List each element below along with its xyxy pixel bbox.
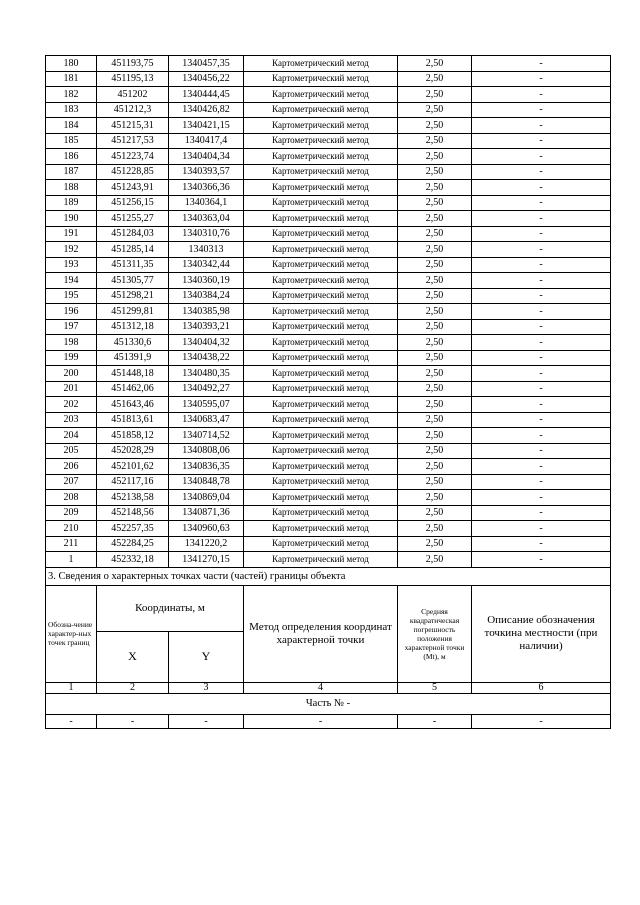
mt-value-cell: 2,50 (398, 505, 472, 521)
mt-value-cell: 2,50 (398, 226, 472, 242)
coord-y-cell: 1340714,52 (169, 428, 244, 444)
method-cell: Картометрический метод (244, 133, 398, 149)
table-row (46, 505, 611, 521)
table-row (46, 102, 611, 118)
coord-x-cell: 451255,27 (97, 211, 169, 227)
mt-value-cell: 2,50 (398, 87, 472, 103)
part-label: Часть № - (46, 693, 611, 714)
table-row (46, 118, 611, 134)
description-cell: - (472, 459, 611, 475)
description-cell: - (472, 118, 611, 134)
coord-x-cell: 451448,18 (97, 366, 169, 382)
coord-y-cell: 1341270,15 (169, 552, 244, 568)
coord-y-cell: 1340384,24 (169, 288, 244, 304)
method-cell: Картометрический метод (244, 118, 398, 134)
mt-value-cell: 2,50 (398, 102, 472, 118)
table-row (46, 226, 611, 242)
point-number-cell: 209 (46, 505, 97, 521)
mt-value-cell: 2,50 (398, 180, 472, 196)
method-cell: Картометрический метод (244, 397, 398, 413)
mt-value-cell: 2,50 (398, 536, 472, 552)
description-cell: - (472, 443, 611, 459)
method-cell: Картометрический метод (244, 459, 398, 475)
point-number-cell: 198 (46, 335, 97, 351)
description-cell: - (472, 257, 611, 273)
coordinates-table-body (46, 56, 611, 568)
table-row (46, 257, 611, 273)
table-row (46, 149, 611, 165)
point-number-cell: 201 (46, 381, 97, 397)
point-number-cell: 208 (46, 490, 97, 506)
point-number-cell: 191 (46, 226, 97, 242)
method-cell: Картометрический метод (244, 552, 398, 568)
description-cell: - (472, 412, 611, 428)
mt-value-cell: 2,50 (398, 133, 472, 149)
point-number-cell: 190 (46, 211, 97, 227)
column-number: 3 (169, 682, 244, 693)
description-cell: - (472, 397, 611, 413)
table-row (46, 319, 611, 335)
point-number-cell: 206 (46, 459, 97, 475)
coord-y-cell: 1340457,35 (169, 56, 244, 72)
mt-value-cell: 2,50 (398, 71, 472, 87)
point-number-cell: 203 (46, 412, 97, 428)
description-cell: - (472, 133, 611, 149)
coord-x-cell: 451330,6 (97, 335, 169, 351)
table-row (46, 459, 611, 475)
table-row (46, 273, 611, 289)
column-number: 4 (244, 682, 398, 693)
table-row (46, 242, 611, 258)
empty-cell: - (398, 714, 472, 728)
coord-y-cell: 1340366,36 (169, 180, 244, 196)
table-row (46, 71, 611, 87)
mt-value-cell: 2,50 (398, 412, 472, 428)
coord-x-cell: 452332,18 (97, 552, 169, 568)
column-number: 6 (472, 682, 611, 693)
table-row (46, 474, 611, 490)
description-cell: - (472, 366, 611, 382)
table-row (46, 87, 611, 103)
coord-x-cell: 451193,75 (97, 56, 169, 72)
table-row (46, 133, 611, 149)
method-cell: Картометрический метод (244, 149, 398, 165)
coord-y-cell: 1340393,21 (169, 319, 244, 335)
method-cell: Картометрический метод (244, 428, 398, 444)
description-cell: - (472, 164, 611, 180)
mt-value-cell: 2,50 (398, 521, 472, 537)
coord-x-cell: 451312,18 (97, 319, 169, 335)
table-row (46, 381, 611, 397)
table-row (46, 211, 611, 227)
table-row (46, 412, 611, 428)
mt-value-cell: 2,50 (398, 490, 472, 506)
description-cell: - (472, 350, 611, 366)
mt-value-cell: 2,50 (398, 335, 472, 351)
coord-x-cell: 452028,29 (97, 443, 169, 459)
point-number-cell: 199 (46, 350, 97, 366)
coord-x-cell: 451215,31 (97, 118, 169, 134)
mt-value-cell: 2,50 (398, 288, 472, 304)
coord-y-cell: 1340393,57 (169, 164, 244, 180)
point-number-cell: 194 (46, 273, 97, 289)
point-number-cell: 211 (46, 536, 97, 552)
coord-y-cell: 1340438,22 (169, 350, 244, 366)
point-number-cell: 207 (46, 474, 97, 490)
coord-x-cell: 451462,06 (97, 381, 169, 397)
coord-y-cell: 1340595,07 (169, 397, 244, 413)
method-cell: Картометрический метод (244, 288, 398, 304)
coord-x-cell: 452148,56 (97, 505, 169, 521)
table-row (46, 443, 611, 459)
method-cell: Картометрический метод (244, 536, 398, 552)
method-cell: Картометрический метод (244, 366, 398, 382)
description-cell: - (472, 521, 611, 537)
coord-y-cell: 1340444,45 (169, 87, 244, 103)
description-cell: - (472, 505, 611, 521)
point-number-cell: 202 (46, 397, 97, 413)
coord-y-cell: 1340960,63 (169, 521, 244, 537)
mt-value-cell: 2,50 (398, 366, 472, 382)
point-number-cell: 185 (46, 133, 97, 149)
point-number-cell: 192 (46, 242, 97, 258)
header-method: Метод определения координат характерной точки (244, 585, 398, 682)
coord-x-cell: 451643,46 (97, 397, 169, 413)
coord-x-cell: 451195,13 (97, 71, 169, 87)
method-cell: Картометрический метод (244, 335, 398, 351)
description-cell: - (472, 428, 611, 444)
table-row (46, 521, 611, 537)
mt-value-cell: 2,50 (398, 149, 472, 165)
point-number-cell: 196 (46, 304, 97, 320)
table-row (46, 180, 611, 196)
coord-x-cell: 451202 (97, 87, 169, 103)
coord-x-cell: 451212,3 (97, 102, 169, 118)
description-cell: - (472, 288, 611, 304)
method-cell: Картометрический метод (244, 443, 398, 459)
table-row (46, 350, 611, 366)
description-cell: - (472, 381, 611, 397)
method-cell: Картометрический метод (244, 257, 398, 273)
coord-y-cell: 1340683,47 (169, 412, 244, 428)
table-row (46, 428, 611, 444)
coord-x-cell: 451298,21 (97, 288, 169, 304)
coord-y-cell: 1340404,34 (169, 149, 244, 165)
point-number-cell: 195 (46, 288, 97, 304)
coord-y-cell: 1340492,27 (169, 381, 244, 397)
section3-title: 3. Сведения о характерных точках части (частей) границы объекта (46, 567, 611, 585)
mt-value-cell: 2,50 (398, 428, 472, 444)
coord-y-cell: 1340310,76 (169, 226, 244, 242)
coord-y-cell: 1340342,44 (169, 257, 244, 273)
coord-x-cell: 452284,25 (97, 536, 169, 552)
column-number: 1 (46, 682, 97, 693)
mt-value-cell: 2,50 (398, 552, 472, 568)
method-cell: Картометрический метод (244, 319, 398, 335)
method-cell: Картометрический метод (244, 381, 398, 397)
description-cell: - (472, 304, 611, 320)
coord-y-cell: 1341220,2 (169, 536, 244, 552)
point-number-cell: 210 (46, 521, 97, 537)
point-number-cell: 188 (46, 180, 97, 196)
point-number-cell: 187 (46, 164, 97, 180)
method-cell: Картометрический метод (244, 304, 398, 320)
coord-y-cell: 1340869,04 (169, 490, 244, 506)
mt-value-cell: 2,50 (398, 443, 472, 459)
method-cell: Картометрический метод (244, 195, 398, 211)
mt-value-cell: 2,50 (398, 273, 472, 289)
coord-x-cell: 452101,62 (97, 459, 169, 475)
coord-y-cell: 1340385,98 (169, 304, 244, 320)
mt-value-cell: 2,50 (398, 304, 472, 320)
coord-y-cell: 1340836,35 (169, 459, 244, 475)
coord-y-cell: 1340456,22 (169, 71, 244, 87)
description-cell: - (472, 474, 611, 490)
coord-y-cell: 1340364,1 (169, 195, 244, 211)
table-row (46, 366, 611, 382)
description-cell: - (472, 319, 611, 335)
mt-value-cell: 2,50 (398, 350, 472, 366)
point-number-cell: 204 (46, 428, 97, 444)
coord-x-cell: 452138,58 (97, 490, 169, 506)
point-number-cell: 197 (46, 319, 97, 335)
description-cell: - (472, 56, 611, 72)
table-row (46, 552, 611, 568)
table-row (46, 397, 611, 413)
coord-y-cell: 1340363,04 (169, 211, 244, 227)
description-cell: - (472, 211, 611, 227)
method-cell: Картометрический метод (244, 505, 398, 521)
coord-x-cell: 451311,35 (97, 257, 169, 273)
table-row (46, 335, 611, 351)
mt-value-cell: 2,50 (398, 118, 472, 134)
empty-cell: - (97, 714, 169, 728)
point-number-cell: 183 (46, 102, 97, 118)
method-cell: Картометрический метод (244, 350, 398, 366)
coord-x-cell: 451305,77 (97, 273, 169, 289)
coord-x-cell: 451391,9 (97, 350, 169, 366)
point-number-cell: 186 (46, 149, 97, 165)
method-cell: Картометрический метод (244, 490, 398, 506)
coord-y-cell: 1340808,06 (169, 443, 244, 459)
point-number-cell: 189 (46, 195, 97, 211)
section3-block (46, 567, 611, 728)
coord-y-cell: 1340421,15 (169, 118, 244, 134)
method-cell: Картометрический метод (244, 273, 398, 289)
method-cell: Картометрический метод (244, 474, 398, 490)
header-mt: Средняя квадратическая погрешность положения характерной точки (Mt), м (398, 585, 472, 682)
mt-value-cell: 2,50 (398, 56, 472, 72)
coord-x-cell: 451813,61 (97, 412, 169, 428)
description-cell: - (472, 71, 611, 87)
coord-y-cell: 1340404,32 (169, 335, 244, 351)
description-cell: - (472, 552, 611, 568)
description-cell: - (472, 149, 611, 165)
mt-value-cell: 2,50 (398, 459, 472, 475)
column-number: 5 (398, 682, 472, 693)
point-number-cell: 1 (46, 552, 97, 568)
coord-x-cell: 451256,15 (97, 195, 169, 211)
method-cell: Картометрический метод (244, 164, 398, 180)
table-row (46, 490, 611, 506)
method-cell: Картометрический метод (244, 226, 398, 242)
description-cell: - (472, 335, 611, 351)
method-cell: Картометрический метод (244, 102, 398, 118)
description-cell: - (472, 242, 611, 258)
method-cell: Картометрический метод (244, 242, 398, 258)
table-row (46, 288, 611, 304)
header-y: Y (169, 631, 244, 682)
coord-x-cell: 451228,85 (97, 164, 169, 180)
mt-value-cell: 2,50 (398, 397, 472, 413)
column-number: 2 (97, 682, 169, 693)
coord-x-cell: 451858,12 (97, 428, 169, 444)
table-row (46, 56, 611, 72)
description-cell: - (472, 87, 611, 103)
method-cell: Картометрический метод (244, 71, 398, 87)
method-cell: Картометрический метод (244, 412, 398, 428)
coord-y-cell: 1340417,4 (169, 133, 244, 149)
description-cell: - (472, 226, 611, 242)
method-cell: Картометрический метод (244, 180, 398, 196)
description-cell: - (472, 490, 611, 506)
empty-cell: - (472, 714, 611, 728)
header-description: Описание обозначения точкина местности (при наличии) (472, 585, 611, 682)
coord-y-cell: 1340360,19 (169, 273, 244, 289)
method-cell: Картометрический метод (244, 87, 398, 103)
coord-x-cell: 451223,74 (97, 149, 169, 165)
method-cell: Картометрический метод (244, 56, 398, 72)
mt-value-cell: 2,50 (398, 257, 472, 273)
coord-x-cell: 452257,35 (97, 521, 169, 537)
point-number-cell: 205 (46, 443, 97, 459)
description-cell: - (472, 273, 611, 289)
coord-y-cell: 1340871,36 (169, 505, 244, 521)
mt-value-cell: 2,50 (398, 381, 472, 397)
empty-cell: - (169, 714, 244, 728)
header-designation: Обозна-чение характер-ных точек границ (46, 585, 97, 682)
method-cell: Картометрический метод (244, 211, 398, 227)
mt-value-cell: 2,50 (398, 195, 472, 211)
description-cell: - (472, 195, 611, 211)
mt-value-cell: 2,50 (398, 164, 472, 180)
coord-x-cell: 451284,03 (97, 226, 169, 242)
coord-y-cell: 1340480,35 (169, 366, 244, 382)
point-number-cell: 180 (46, 56, 97, 72)
coord-x-cell: 451299,81 (97, 304, 169, 320)
point-number-cell: 193 (46, 257, 97, 273)
empty-cell: - (46, 714, 97, 728)
point-number-cell: 181 (46, 71, 97, 87)
table-row (46, 195, 611, 211)
coord-y-cell: 1340313 (169, 242, 244, 258)
coord-x-cell: 451217,53 (97, 133, 169, 149)
header-x: X (97, 631, 169, 682)
coord-y-cell: 1340848,78 (169, 474, 244, 490)
description-cell: - (472, 536, 611, 552)
mt-value-cell: 2,50 (398, 474, 472, 490)
mt-value-cell: 2,50 (398, 242, 472, 258)
document-sheet (45, 55, 610, 729)
point-number-cell: 184 (46, 118, 97, 134)
table-row (46, 536, 611, 552)
point-number-cell: 200 (46, 366, 97, 382)
empty-cell: - (244, 714, 398, 728)
mt-value-cell: 2,50 (398, 319, 472, 335)
table-row (46, 304, 611, 320)
coord-x-cell: 452117,16 (97, 474, 169, 490)
coordinates-table (45, 55, 611, 729)
point-number-cell: 182 (46, 87, 97, 103)
coord-x-cell: 451285,14 (97, 242, 169, 258)
header-coordinates: Координаты, м (97, 585, 244, 631)
coord-x-cell: 451243,91 (97, 180, 169, 196)
mt-value-cell: 2,50 (398, 211, 472, 227)
coord-y-cell: 1340426,82 (169, 102, 244, 118)
description-cell: - (472, 180, 611, 196)
table-row (46, 164, 611, 180)
description-cell: - (472, 102, 611, 118)
method-cell: Картометрический метод (244, 521, 398, 537)
